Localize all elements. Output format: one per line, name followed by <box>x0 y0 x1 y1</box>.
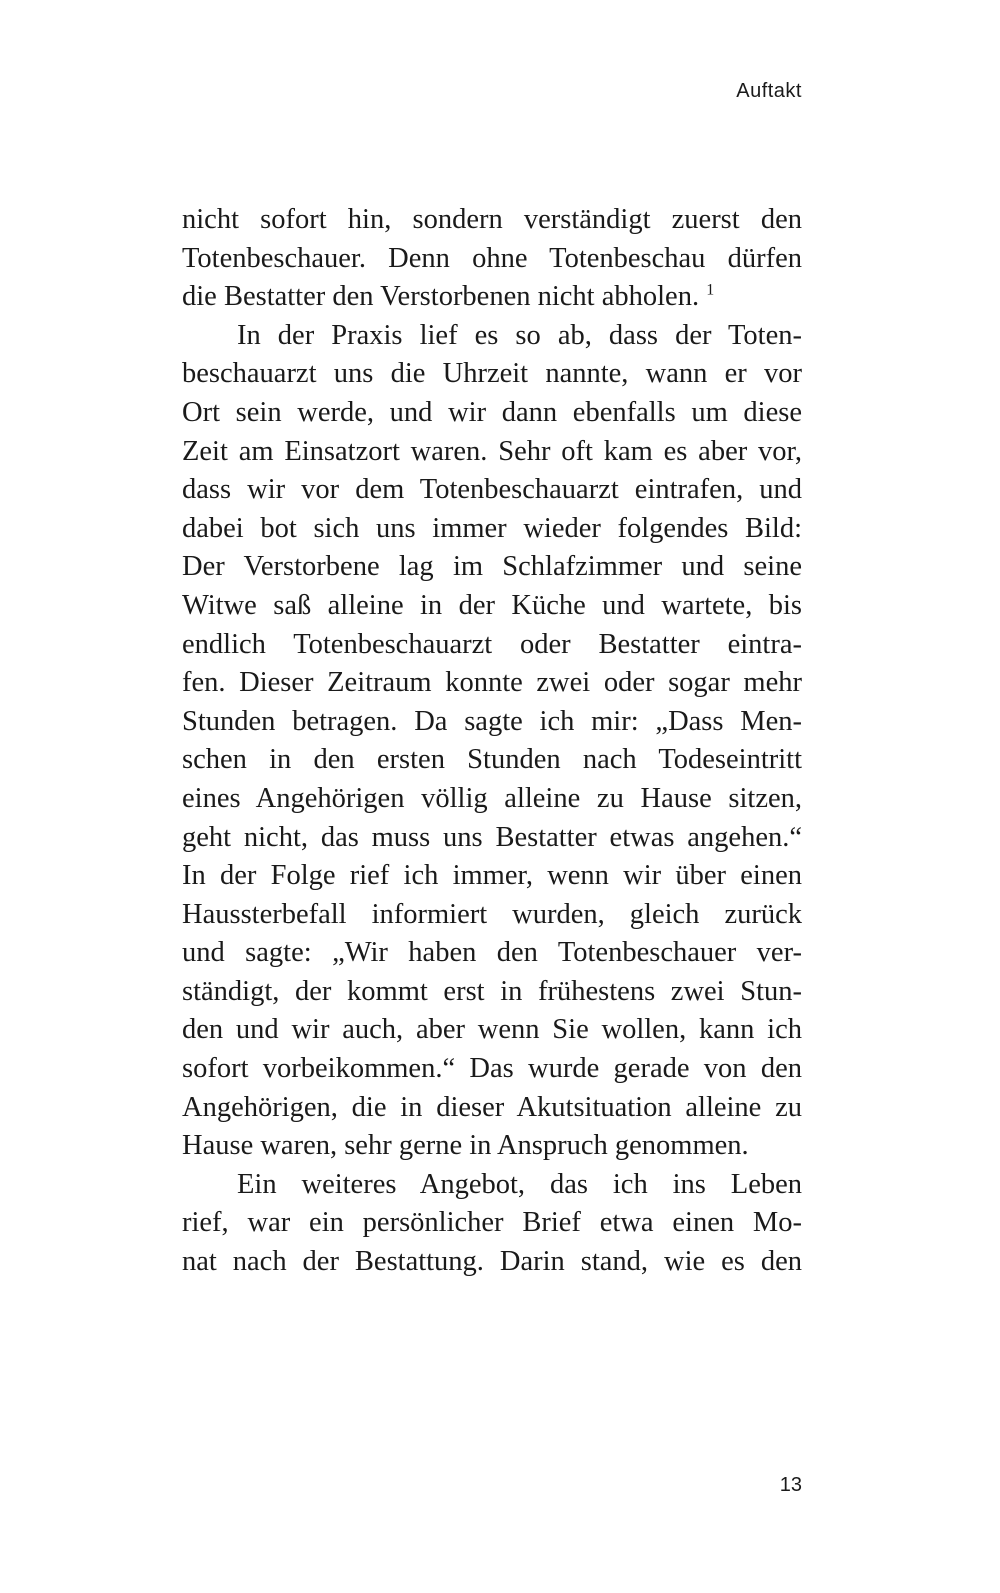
text-line: Zeit am Einsatzort waren. Sehr oft kam es aber vor, <box>182 435 802 467</box>
text-line: nicht sofort hin, sondern verständigt zuerst den <box>182 204 802 235</box>
running-head: Auftakt <box>736 80 802 102</box>
text-line: fen. Dieser Zeitraum konnte zwei oder sogar mehr <box>182 667 802 699</box>
body-text <box>182 201 802 1282</box>
text-line: eines Angehörigen völlig alleine zu Hause sitzen, <box>182 782 802 814</box>
text-line: Haussterbefall informiert wurden, gleich zurück <box>182 898 802 930</box>
text-line: geht nicht, das muss uns Bestatter etwas angehen.“ <box>182 821 802 853</box>
text-line: nat nach der Bestattung. Darin stand, wie es den <box>182 1246 802 1278</box>
text-line: sofort vorbeikommen.“ Das wurde gerade von den <box>182 1053 802 1085</box>
page-number: 13 <box>779 1474 802 1496</box>
footnote-marker: 1 <box>706 281 715 299</box>
text-line: Ort sein werde, und wir dann ebenfalls um diese <box>182 396 802 428</box>
text-line: Angehörigen, die in dieser Akutsituation alleine zu <box>182 1091 802 1123</box>
text-line: Stunden betragen. Da sagte ich mir: „Dass Men- <box>182 705 802 737</box>
text-line: und sagte: „Wir haben den Totenbeschauer ver- <box>182 937 802 969</box>
text-line: ständigt, der kommt erst in frühestens zwei Stun- <box>182 975 802 1007</box>
text-line <box>182 278 802 317</box>
text-line: dabei bot sich uns immer wieder folgendes Bild: <box>182 512 802 544</box>
text-line: rief, war ein persönlicher Brief etwa einen Mo- <box>182 1207 802 1239</box>
text-line: den und wir auch, aber wenn Sie wollen, kann ich <box>182 1014 802 1046</box>
text-line: Der Verstorbene lag im Schlafzimmer und seine <box>182 551 802 583</box>
text-line: schen in den ersten Stunden nach Todeseintritt <box>182 744 802 776</box>
text-line: endlich Totenbeschauarzt oder Bestatter eintra- <box>182 628 802 660</box>
text-line: In der Folge rief ich immer, wenn wir über einen <box>182 860 802 892</box>
text-line: Witwe saß alleine in der Küche und wartete, bis <box>182 589 802 621</box>
text-line: Hause waren, sehr gerne in Anspruch genommen. <box>182 1130 749 1162</box>
text-line: Ein weiteres Angebot, das ich ins Leben <box>237 1168 802 1200</box>
text-line: dass wir vor dem Totenbeschauarzt eintrafen, und <box>182 474 802 506</box>
text-line-content: die Bestatter den Verstorbenen nicht abholen. <box>182 281 700 313</box>
text-line: In der Praxis lief es so ab, dass der Toten- <box>237 319 802 351</box>
text-line: Totenbeschauer. Denn ohne Totenbeschau dürfen <box>182 242 802 274</box>
text-line: beschauarzt uns die Uhrzeit nannte, wann er vor <box>182 358 802 390</box>
